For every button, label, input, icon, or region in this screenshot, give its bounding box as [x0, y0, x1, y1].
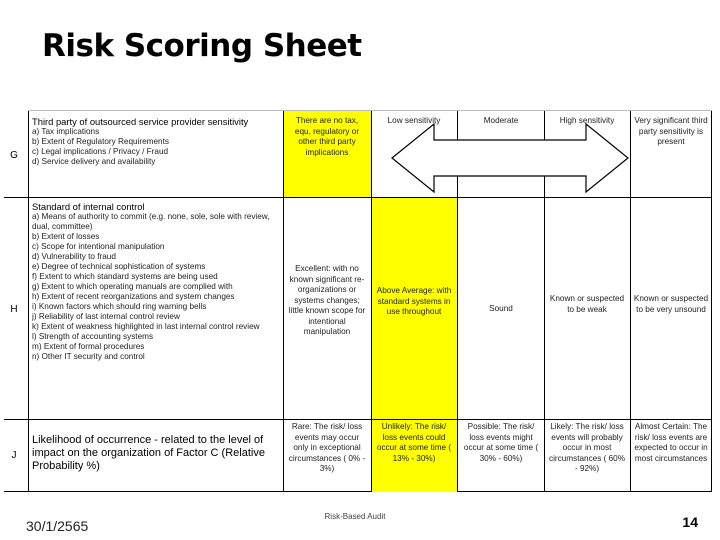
grid-line	[630, 110, 631, 492]
factor-g-item: c) Legal implications / Privacy / Fraud	[32, 147, 169, 156]
cell-j-4: Likely: The risk/ loss events will probably occur in most circumstances ( 60% - 92%)	[549, 422, 625, 473]
factor-h-item: k) Extent of weakness highlighted in last internal control review	[32, 322, 260, 331]
cell-j-5: Almost Certain: The risk/ loss events are expected to occur in most circumstances	[634, 422, 708, 463]
cell-h-1: Excellent: with no known significant re-organizations or systems changes; little known scope for intentional manipulation	[288, 264, 366, 336]
grid-line	[711, 110, 712, 492]
cell-g-4: High sensitivity	[559, 116, 615, 125]
grid-line	[28, 110, 712, 111]
factor-h-item: i) Known factors which should ring warning bells	[32, 302, 207, 311]
page-title: Risk Scoring Sheet	[42, 28, 362, 64]
cell-h-3: Sound	[489, 304, 513, 313]
factor-h-item: a) Means of authority to commit (e.g. none, sole, sole with review, dual, committee)	[32, 212, 270, 231]
factor-h-item: m) Extent of formal procedures	[32, 342, 145, 351]
grid-line	[4, 419, 712, 420]
cell-h-4: Known or suspected to be weak	[549, 294, 625, 314]
factor-h-item: d) Vulnerability to fraud	[32, 252, 116, 261]
factor-h-item: l) Strength of accounting systems	[32, 332, 154, 341]
cell-j-3: Possible: The risk/ loss events might occur at some time ( 30% - 60%)	[463, 422, 539, 463]
page-number: 14	[682, 514, 698, 530]
cell-g-5: Very significant third party sensitivity is present	[634, 116, 708, 146]
factor-g-item: d) Service delivery and availability	[32, 157, 156, 166]
factor-j-heading: Likelihood of occurrence - related to the level of impact on the organization of Factor C (Relative Probability %)	[32, 434, 265, 472]
grid-line	[28, 110, 29, 492]
cell-g-1: There are no tax, equ, regulatory or other third party implications	[294, 116, 360, 157]
cell-h-2: Above Average: with standard systems in use throughout	[376, 286, 452, 316]
footer-date: 30/1/2565	[26, 518, 89, 534]
factor-h-heading: Standard of internal control	[32, 201, 145, 212]
factor-h-item: e) Degree of technical sophistication of systems	[32, 262, 206, 271]
grid-line	[4, 197, 712, 198]
factor-h-item: j) Reliability of last internal control review	[32, 312, 180, 321]
factor-g-item: a) Tax implications	[32, 127, 100, 136]
factor-h-item: b) Extent of losses	[32, 232, 100, 241]
cell-h-5: Known or suspected to be very unsound	[633, 294, 709, 314]
risk-scoring-table	[4, 110, 712, 492]
grid-line	[371, 110, 372, 492]
cell-g-2: Low sensitivity	[387, 116, 441, 125]
row-letter-j: J	[11, 450, 17, 461]
factor-h-item: n) Other IT security and control	[32, 352, 145, 361]
factor-g-item: b) Extent of Regulatory Requirements	[32, 137, 169, 146]
factor-h-item: c) Scope for intentional manipulation	[32, 242, 165, 251]
footer-title: Risk-Based Audit	[324, 512, 386, 521]
cell-g-3: Moderate	[483, 116, 519, 125]
factor-j	[32, 434, 282, 473]
factor-h	[32, 201, 282, 362]
factor-h-item: g) Extent to which operating manuals are complied with	[32, 282, 233, 291]
factor-g-heading: Third party of outsourced service provider sensitivity	[32, 116, 249, 127]
cell-j-2: Unlikely: The risk/ loss events could occur at some time ( 13% - 30%)	[376, 422, 452, 463]
row-letter-g: G	[10, 150, 18, 161]
factor-g	[32, 116, 282, 167]
grid-line	[283, 110, 284, 492]
factor-h-item: h) Extent of recent reorganizations and system changes	[32, 292, 235, 301]
row-letter-h: H	[10, 304, 18, 315]
cell-j-1: Rare: The risk/ loss events may occur only in exceptional circumstances ( 0% - 3%)	[288, 422, 366, 473]
double-arrow-icon	[390, 120, 630, 196]
factor-h-item: f) Extent to which standard systems are being used	[32, 272, 218, 281]
